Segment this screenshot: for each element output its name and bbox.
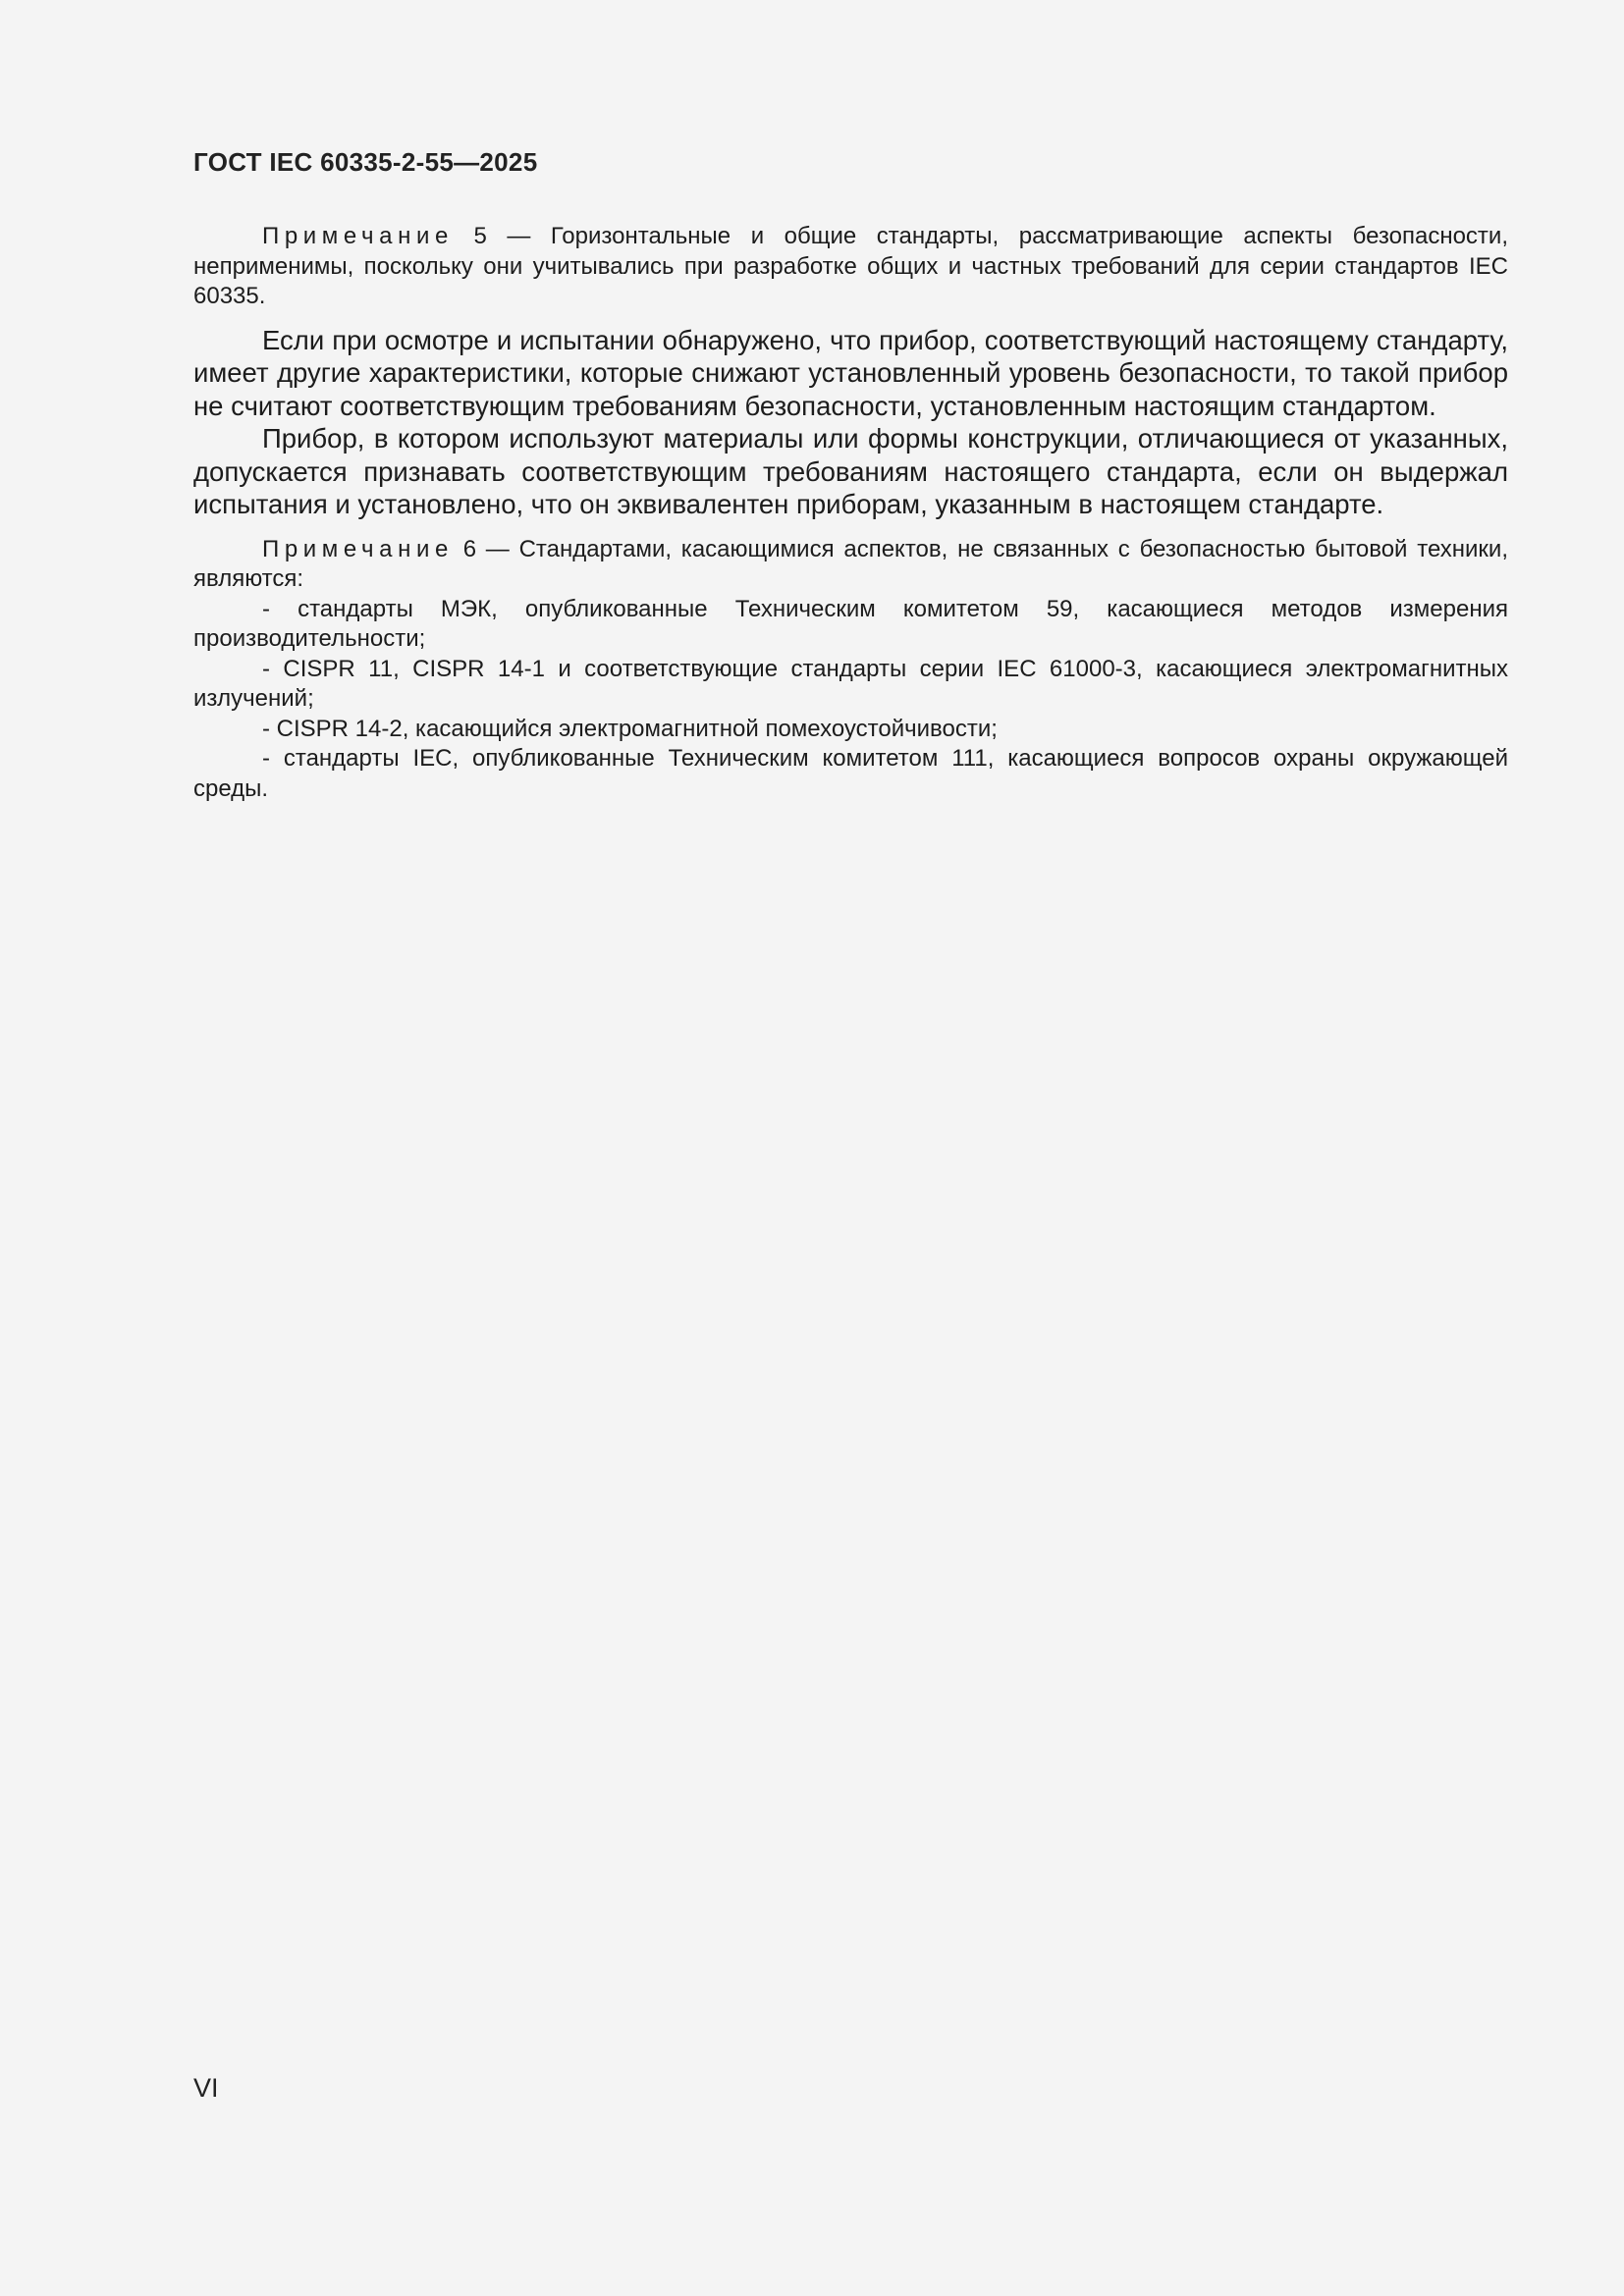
note-5-label: Примечание [262,223,454,249]
note-6-list-item: - CISPR 11, CISPR 14-1 и соответствующие стандарты серии IEC 61000-3, касающиеся электромагнитных излучений; [193,655,1508,712]
paragraph-safety-level: Если при осмотре и испытании обнаружено, что прибор, соответствующий настоящему стандарту, имеет другие характеристики, которые снижают установленный уровень безопасности, то такой прибор не считают соответствующим требованиям безопасности, установленным настоящим стандартом. [193,324,1508,421]
spacer [193,312,1508,324]
paragraph-equivalent-materials: Прибор, в котором используют материалы или формы конструкции, отличающиеся от указанных, допускается признавать соответствующим требованиям настоящего стандарта, если он выдержал испытания и установлено, что он эквивалентен приборам, указанным в настоящем стандарте. [193,423,1508,519]
note-5 [193,222,1508,312]
note-6-label: Примечание [262,535,454,562]
spacer [193,521,1508,535]
page-number: VI [193,2073,219,2103]
document-body [193,222,1508,804]
note-5-text: 5 — Горизонтальные и общие стандарты, рассматривающие аспекты безопасности, неприменимы, поскольку они учитывались при разработке общих и частных требований для серии стандартов IEC 60335. [193,223,1508,309]
note-6-text: 6 — Стандартами, касающимися аспектов, не связанных с безопасностью бытовой техники, являются: [193,535,1508,592]
note-6-list-item: - CISPR 14-2, касающийся электромагнитной помехоустойчивости; [262,715,998,742]
note-6-list-item: - стандарты МЭК, опубликованные Техническим комитетом 59, касающиеся методов измерения производительности; [193,595,1508,652]
note-6 [193,535,1508,595]
document-header-title: ГОСТ IEC 60335-2-55—2025 [193,147,538,177]
note-6-list-item: - стандарты IEC, опубликованные Техническим комитетом 111, касающиеся вопросов охраны окружающей среды. [193,745,1508,802]
